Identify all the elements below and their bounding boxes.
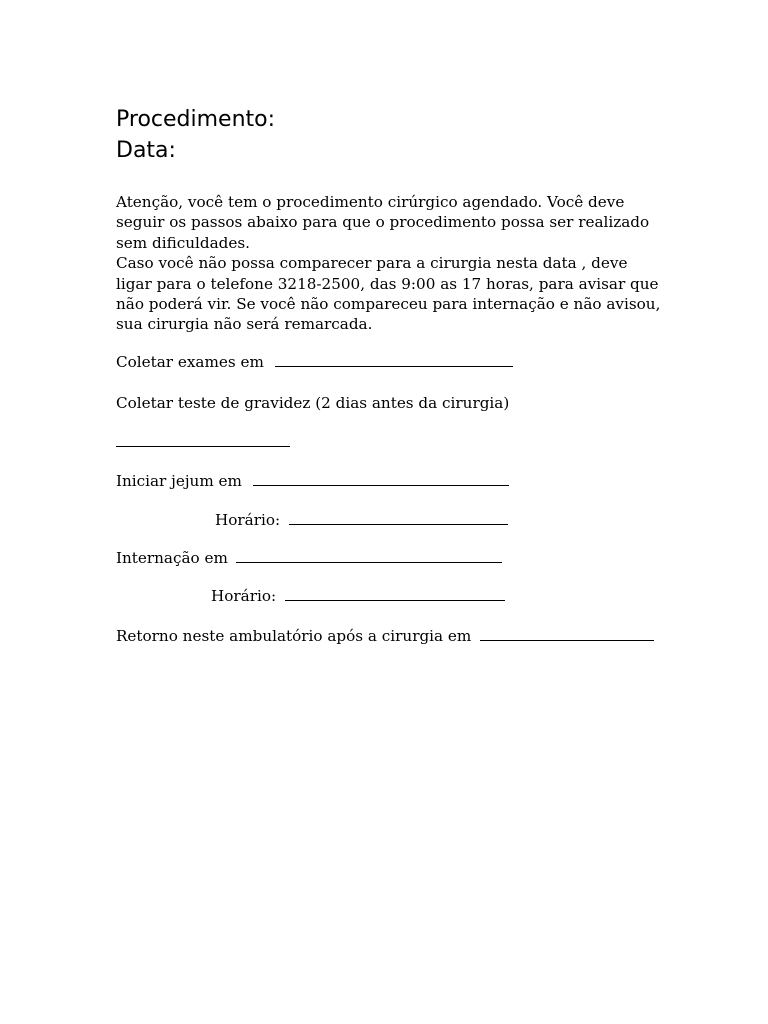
return-row	[116, 626, 654, 646]
fasting-row	[116, 471, 509, 491]
return-label: Retorno neste ambulatório após a cirurgia em	[116, 627, 472, 645]
pregnancy-test-blank	[116, 432, 290, 447]
collect-exams-blank	[275, 352, 513, 367]
collect-exams-label: Coletar exames em	[116, 353, 264, 371]
admission-blank	[236, 548, 502, 563]
admission-time-row	[211, 586, 505, 606]
return-blank	[480, 626, 654, 641]
pregnancy-test-label: Coletar teste de gravidez (2 dias antes da cirurgia)	[116, 394, 510, 412]
admission-time-label: Horário:	[211, 587, 277, 605]
admission-row	[116, 548, 502, 568]
intro-text	[116, 192, 661, 335]
fasting-blank	[253, 471, 509, 486]
fasting-time-row	[215, 510, 508, 530]
procedure-heading: Procedimento:	[116, 107, 276, 132]
pregnancy-test-row	[116, 393, 509, 413]
date-heading: Data:	[116, 138, 176, 163]
fasting-time-blank	[289, 510, 508, 525]
intro-paragraph-attention: Atenção, você tem o procedimento cirúrgico agendado. Você deve seguir os passos abaixo para que o procedimento possa ser realizado sem dificuldades.	[116, 193, 650, 252]
admission-time-blank	[285, 586, 505, 601]
collect-exams-row	[116, 352, 513, 372]
admission-label: Internação em	[116, 549, 228, 567]
fasting-time-label: Horário:	[215, 511, 281, 529]
fasting-label: Iniciar jejum em	[116, 472, 242, 490]
intro-paragraph-absence: Caso você não possa comparecer para a cirurgia nesta data , deve ligar para o telefone 3218-2500, das 9:00 as 17 horas, para avisar que não poderá vir. Se você não compareceu para internação e não avisou, sua cirurgia não será remarcada.	[116, 254, 661, 334]
pregnancy-test-blank-row	[116, 432, 290, 452]
